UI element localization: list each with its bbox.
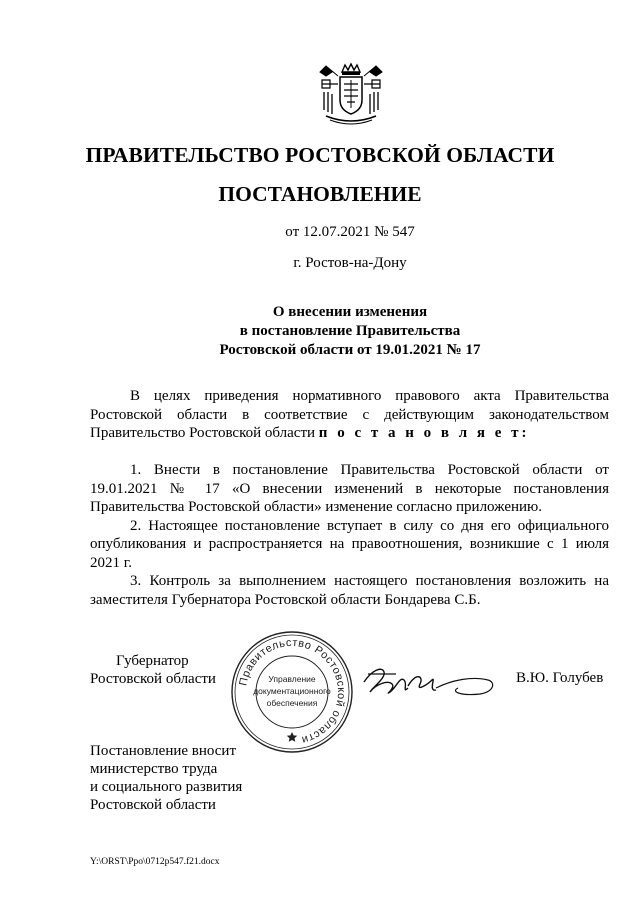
- handwritten-signature-icon: [362, 662, 500, 702]
- preamble-keyword: п о с т а н о в л я е т:: [318, 425, 530, 441]
- seal-inner-line: обеспечения: [266, 698, 318, 708]
- position-line: Ростовской области: [90, 671, 216, 687]
- resolution-items: [90, 461, 609, 609]
- introducer-line: Ростовской области: [90, 797, 216, 813]
- date-and-number: от 12.07.2021 № 547: [285, 224, 415, 240]
- official-seal-icon: [228, 628, 356, 756]
- seal-inner-line: документационного: [253, 686, 331, 696]
- seal-inner-line: Управление: [268, 674, 316, 684]
- subject-line: в постановление Правительства: [239, 323, 461, 339]
- seal-outer-text: Правительство Ростовской области: [237, 636, 348, 746]
- file-path: Y:\ORST\Ppo\0712p547.f21.docx: [90, 857, 220, 867]
- introducer-line: Постановление вносит: [90, 743, 237, 759]
- introducer-line: министерство труда: [90, 761, 218, 777]
- resolution-item: 3. Контроль за выполнением настоящего постановления возложить на заместителя Губернатора Ростовской области Бондарева С.Б.: [90, 573, 609, 608]
- resolution-item: 1. Внести в постановление Правительства Ростовской области от 19.01.2021 № 17 «О внесении изменений в некоторые постановления Правительства Ростовской области» изменение согласно приложению.: [90, 462, 609, 515]
- introducer-line: и социального развития: [90, 779, 243, 795]
- introduced-by: [90, 742, 242, 814]
- city: г. Ростов-на-Дону: [293, 255, 407, 271]
- document-type: ПОСТАНОВЛЕНИЕ: [218, 182, 422, 206]
- signatory-position: [90, 652, 216, 688]
- preamble-paragraph: [90, 387, 609, 443]
- resolution-item: 2. Настоящее постановление вступает в силу со дня его официального опубликования и распространяется на правоотношения, возникшие с 1 июля 2021 г.: [90, 517, 609, 571]
- signer-name: В.Ю. Голубев: [516, 670, 604, 686]
- coat-of-arms-icon: [318, 62, 384, 128]
- subject-line: Ростовской области от 19.01.2021 № 17: [219, 342, 481, 358]
- position-line: Губернатор: [116, 653, 189, 669]
- government-title: ПРАВИТЕЛЬСТВО РОСТОВСКОЙ ОБЛАСТИ: [85, 143, 555, 167]
- document-subject: [0, 303, 640, 360]
- preamble-text: В целях приведения нормативного правового акта Правительства Ростовской области в соответствие с действующим законодательством Правительство Ростовской области: [90, 388, 609, 441]
- subject-line: О внесении изменения: [272, 304, 428, 320]
- preamble: [90, 387, 609, 443]
